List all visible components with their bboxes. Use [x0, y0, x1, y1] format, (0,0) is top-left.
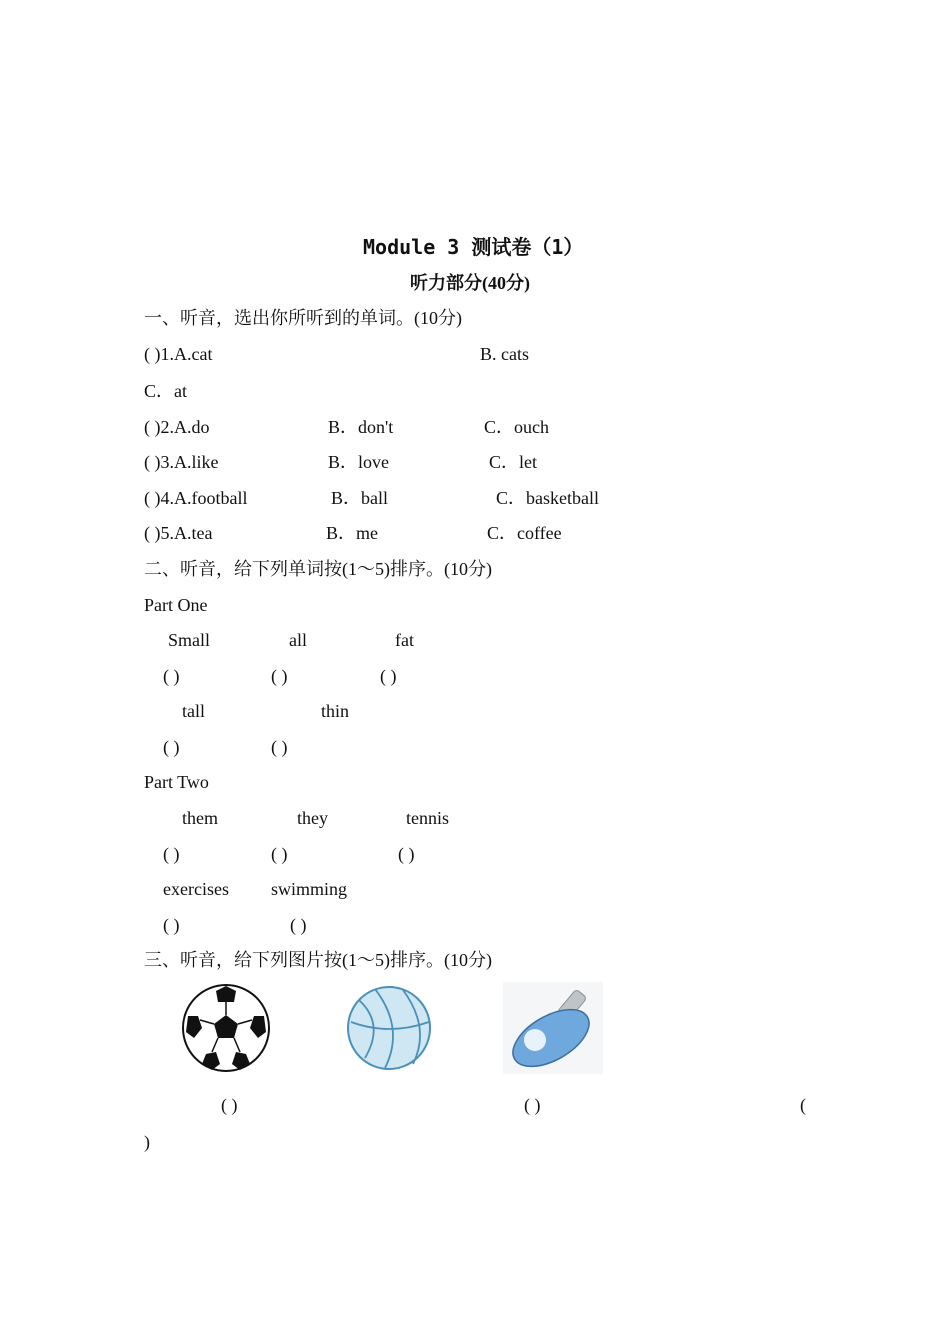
word-tennis: tennis [406, 808, 449, 828]
answer-blank: ( ) [290, 915, 307, 935]
answer-blank: ( ) [163, 915, 180, 935]
q4-number: ( )4.A.football [144, 488, 248, 508]
q1-number: ( )1.A.cat [144, 344, 213, 364]
page-title: Module 3 测试卷（1） [363, 235, 584, 259]
answer-blank: ( ) [380, 666, 397, 686]
answer-blank: ( ) [271, 666, 288, 686]
page-subtitle: 听力部分(40分) [410, 273, 530, 293]
q1-option-c: C．at [144, 381, 187, 401]
q2-option-b: B．don't [328, 417, 394, 437]
q3-number: ( )3.A.like [144, 452, 219, 472]
word-all: all [289, 630, 307, 650]
word-they: they [297, 808, 328, 828]
answer-blank: ( ) [524, 1095, 541, 1115]
word-thin: thin [321, 701, 350, 721]
soccer-ball-picture [180, 982, 272, 1074]
q5-option-b: B．me [326, 523, 378, 543]
answer-blank: ( ) [398, 844, 415, 864]
q5-option-c: C．coffee [487, 523, 562, 543]
answer-blank: ( ) [163, 844, 180, 864]
part-one-label: Part One [144, 595, 208, 615]
word-swimming: swimming [271, 879, 348, 899]
answer-blank-close: ) [144, 1132, 150, 1152]
word-them: them [182, 808, 218, 828]
section2-heading: 二、听音，给下列单词按(1～5)排序。(10分) [144, 559, 492, 579]
section3-heading: 三、听音，给下列图片按(1～5)排序。(10分) [144, 950, 492, 970]
q3-option-b: B．love [328, 452, 389, 472]
basketball-picture [345, 984, 433, 1072]
answer-blank-open: ( [800, 1095, 806, 1115]
part-two-label: Part Two [144, 772, 209, 792]
q1-option-b: B. cats [480, 344, 529, 364]
word-small: Small [168, 630, 211, 650]
section1-heading: 一、听音，选出你所听到的单词。(10分) [144, 308, 462, 328]
word-tall: tall [182, 701, 205, 721]
answer-blank: ( ) [163, 666, 180, 686]
answer-blank: ( ) [163, 737, 180, 757]
q2-option-c: C．ouch [484, 417, 549, 437]
q3-option-c: C．let [489, 452, 537, 472]
ping-pong-paddle-picture [503, 982, 603, 1074]
word-fat: fat [395, 630, 414, 650]
answer-blank: ( ) [271, 737, 288, 757]
q5-number: ( )5.A.tea [144, 523, 213, 543]
q4-option-c: C．basketball [496, 488, 599, 508]
q2-number: ( )2.A.do [144, 417, 210, 437]
q4-option-b: B．ball [331, 488, 388, 508]
answer-blank: ( ) [271, 844, 288, 864]
answer-blank: ( ) [221, 1095, 238, 1115]
word-exercises: exercises [163, 879, 229, 899]
